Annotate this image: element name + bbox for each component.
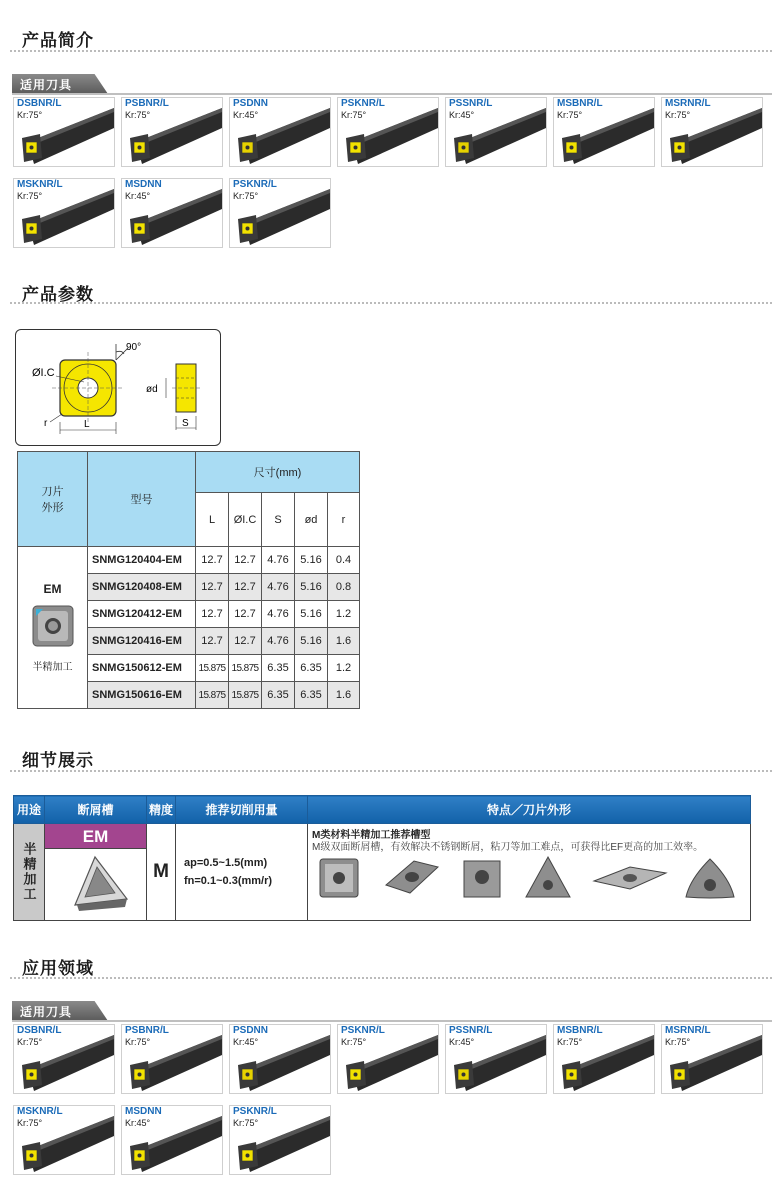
tag-underline	[12, 1020, 772, 1022]
cutting-fn: fn=0.1~0.3(mm/r)	[184, 875, 273, 887]
cell-ic: 12.7	[229, 628, 262, 655]
cell-ic: 12.7	[229, 574, 262, 601]
sub-col-ic: ØI.C	[229, 493, 262, 547]
tool-kr: Kr:75°	[17, 110, 43, 120]
tool-card	[13, 1105, 115, 1175]
model-cell: SNMG120416-EM	[88, 628, 196, 655]
tool-kr: Kr:75°	[557, 1037, 583, 1047]
insert-shape-trigon-icon	[686, 859, 734, 898]
tool-card	[229, 1024, 331, 1094]
tool-kr: Kr:75°	[125, 1037, 151, 1047]
tool-card	[337, 1024, 439, 1094]
usage-cell	[14, 824, 45, 921]
cell-r: 1.6	[328, 628, 360, 655]
cell-d: 5.16	[295, 574, 328, 601]
l-label: L	[84, 419, 90, 430]
d-label: ød	[146, 384, 158, 395]
cell-s: 6.35	[262, 655, 295, 682]
tool-card	[445, 1024, 547, 1094]
tool-card	[661, 97, 763, 167]
model-cell: SNMG150616-EM	[88, 682, 196, 709]
tool-kr: Kr:45°	[233, 1037, 259, 1047]
tool-card	[121, 1024, 223, 1094]
table-row	[18, 547, 360, 574]
cell-d: 6.35	[295, 655, 328, 682]
tool-name: PSBNR/L	[125, 1025, 169, 1036]
angle-label: 90°	[126, 342, 142, 353]
tool-card	[13, 178, 115, 248]
cell-r: 0.4	[328, 547, 360, 574]
tool-card	[445, 97, 547, 167]
shape-desc: 半精加工	[32, 662, 73, 673]
cutting-cell	[176, 824, 308, 921]
tool-kr: Kr:75°	[341, 1037, 367, 1047]
cell-l: 15.875	[196, 655, 229, 682]
model-cell: SNMG150612-EM	[88, 655, 196, 682]
model-cell: SNMG120408-EM	[88, 574, 196, 601]
cell-s: 6.35	[262, 682, 295, 709]
cell-ic: 12.7	[229, 547, 262, 574]
col-shape-header: 刀片 外形	[18, 452, 88, 547]
sub-col-l: L	[196, 493, 229, 547]
cell-d: 6.35	[295, 682, 328, 709]
header-usage: 用途	[14, 796, 45, 824]
applicable-tools-tag	[12, 74, 108, 94]
tool-kr: Kr:45°	[125, 191, 151, 201]
tag-underline	[12, 93, 772, 95]
cell-s: 4.76	[262, 547, 295, 574]
model-cell: SNMG120412-EM	[88, 601, 196, 628]
tool-kr: Kr:75°	[17, 1118, 43, 1128]
insert-diagram-svg	[16, 330, 222, 447]
cell-l: 12.7	[196, 628, 229, 655]
sub-col-d: ød	[295, 493, 328, 547]
tool-kr: Kr:45°	[449, 110, 475, 120]
tool-name: MSRNR/L	[665, 1025, 711, 1036]
tool-kr: Kr:75°	[233, 191, 259, 201]
tool-name: DSBNR/L	[17, 98, 62, 109]
tool-kr: Kr:75°	[125, 110, 151, 120]
cell-r: 1.6	[328, 682, 360, 709]
r-label: r	[44, 418, 48, 429]
cell-s: 4.76	[262, 601, 295, 628]
insert-shapes-row	[312, 855, 746, 901]
cell-s: 4.76	[262, 574, 295, 601]
tool-card	[553, 97, 655, 167]
cell-ic: 15.875	[229, 655, 262, 682]
tool-card	[229, 178, 331, 248]
tool-name: PSKNR/L	[233, 1106, 277, 1117]
section-divider	[10, 50, 772, 52]
cell-l: 12.7	[196, 574, 229, 601]
tool-kr: Kr:75°	[665, 110, 691, 120]
precision-cell: M	[147, 824, 176, 921]
usage-text: 半精加工	[21, 842, 37, 902]
cell-r: 1.2	[328, 655, 360, 682]
cell-r: 0.8	[328, 574, 360, 601]
tool-card	[121, 1105, 223, 1175]
ic-label: ØI.C	[32, 367, 55, 379]
sub-col-r: r	[328, 493, 360, 547]
tool-card	[121, 97, 223, 167]
tool-kr: Kr:75°	[341, 110, 367, 120]
section-divider	[10, 302, 772, 304]
tool-kr: Kr:75°	[233, 1118, 259, 1128]
col-model-header: 型号	[88, 452, 196, 547]
insert-shape-diamond-icon	[594, 867, 666, 889]
tool-name: MSRNR/L	[665, 98, 711, 109]
cell-l: 12.7	[196, 547, 229, 574]
header-chipbreaker: 断屑槽	[45, 796, 147, 824]
insert-shape-square-flat-icon	[464, 861, 500, 897]
section-title-application: 应用领域	[22, 959, 94, 979]
tool-kr: Kr:75°	[17, 1037, 43, 1047]
insert-dimension-diagram	[15, 329, 221, 446]
feature-desc: M级双面断屑槽，有效解决不锈钢断屑，粘刀等加工难点，可获得比EF更高的加工效率。	[312, 842, 704, 853]
insert-shape-square-icon	[320, 859, 358, 897]
tool-card	[337, 97, 439, 167]
section-title-intro: 产品简介	[22, 31, 94, 51]
tool-card	[229, 97, 331, 167]
tag-label: 适用刀具	[20, 78, 73, 92]
tool-name: MSKNR/L	[17, 179, 63, 190]
tool-kr: Kr:45°	[125, 1118, 151, 1128]
tool-name: PSSNR/L	[449, 1025, 493, 1036]
insert-shape-triangle-icon	[526, 857, 570, 897]
tool-name: MSBNR/L	[557, 1025, 603, 1036]
chipbreaker-cell	[45, 824, 147, 921]
header-precision: 精度	[147, 796, 176, 824]
s-label: S	[182, 418, 189, 429]
tool-name: PSKNR/L	[341, 98, 385, 109]
tool-name: PSKNR/L	[233, 179, 277, 190]
section-divider	[10, 977, 772, 979]
feature-cell	[308, 824, 751, 921]
tool-card	[661, 1024, 763, 1094]
tool-card	[13, 97, 115, 167]
tool-name: MSDNN	[125, 179, 162, 190]
tool-kr: Kr:75°	[17, 191, 43, 201]
tool-name: DSBNR/L	[17, 1025, 62, 1036]
tool-name: PSBNR/L	[125, 98, 169, 109]
tool-kr: Kr:75°	[557, 110, 583, 120]
tool-card	[229, 1105, 331, 1175]
tool-name: MSKNR/L	[17, 1106, 63, 1117]
cell-d: 5.16	[295, 547, 328, 574]
tool-kr: Kr:75°	[665, 1037, 691, 1047]
tool-name: MSBNR/L	[557, 98, 603, 109]
tool-card	[121, 178, 223, 248]
section-divider	[10, 770, 772, 772]
tool-name: PSDNN	[233, 98, 269, 109]
insert-image-icon	[31, 604, 75, 648]
tool-name: PSDNN	[233, 1025, 269, 1036]
applicable-tools-tag	[12, 1001, 108, 1021]
shape-cell	[18, 547, 88, 709]
sub-col-s: S	[262, 493, 295, 547]
cell-s: 4.76	[262, 628, 295, 655]
cell-ic: 15.875	[229, 682, 262, 709]
tool-name: PSKNR/L	[341, 1025, 385, 1036]
feature-title: M类材料半精加工推荐槽型	[312, 830, 431, 841]
insert-shape-rhombus-icon	[386, 861, 438, 893]
tool-name: MSDNN	[125, 1106, 162, 1117]
chipbreaker-profile-icon	[45, 849, 145, 915]
tool-name: PSSNR/L	[449, 98, 493, 109]
tool-card	[13, 1024, 115, 1094]
cell-l: 12.7	[196, 601, 229, 628]
product-spec-table	[17, 451, 360, 709]
section-title-detail: 细节展示	[22, 751, 94, 771]
detail-table	[13, 795, 751, 921]
model-cell: SNMG120404-EM	[88, 547, 196, 574]
tool-card	[553, 1024, 655, 1094]
section-title-params: 产品参数	[22, 285, 94, 305]
header-cutting: 推荐切削用量	[176, 796, 308, 824]
cell-d: 5.16	[295, 628, 328, 655]
chipbreaker-label: EM	[45, 824, 146, 849]
cutting-ap: ap=0.5~1.5(mm)	[184, 857, 268, 869]
cell-l: 15.875	[196, 682, 229, 709]
tag-label: 适用刀具	[20, 1005, 73, 1019]
cell-d: 5.16	[295, 601, 328, 628]
tool-kr: Kr:45°	[449, 1037, 475, 1047]
cell-ic: 12.7	[229, 601, 262, 628]
cell-r: 1.2	[328, 601, 360, 628]
header-features: 特点／刀片外形	[308, 796, 751, 824]
tool-kr: Kr:45°	[233, 110, 259, 120]
shape-code: EM	[43, 582, 62, 596]
col-dims-header: 尺寸(mm)	[196, 452, 360, 493]
